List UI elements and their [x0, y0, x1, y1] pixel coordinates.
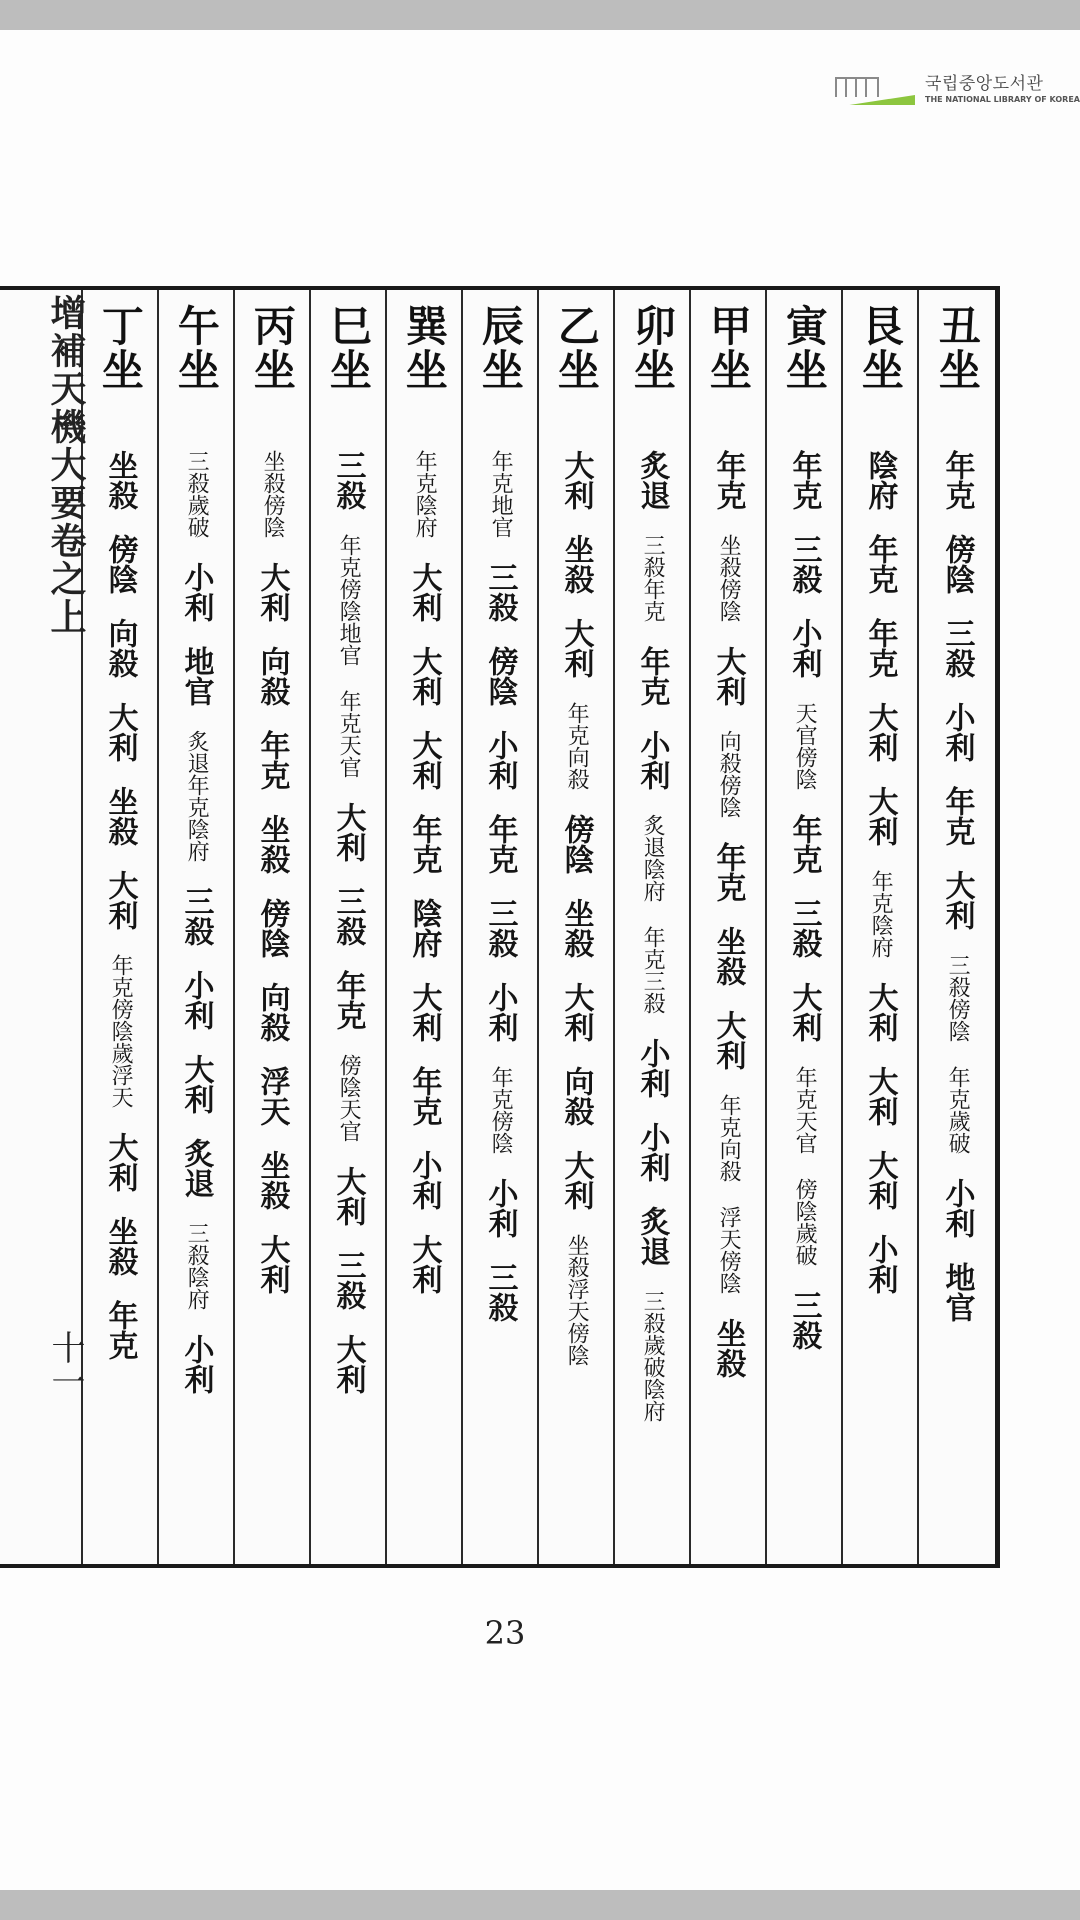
entry-text: 三殺	[330, 450, 366, 510]
entry-text: 小利	[634, 1038, 670, 1098]
entry-text: 向殺	[254, 982, 290, 1042]
entry-text: 三殺	[482, 1262, 518, 1322]
entry-text: 三殺	[330, 1250, 366, 1310]
direction-column	[387, 290, 463, 1564]
entry-text: 三殺	[786, 534, 822, 594]
entry-text: 年克傍陰地官	[336, 534, 362, 666]
entry-text: 大利	[254, 1234, 290, 1294]
column-heading: 甲坐	[703, 304, 753, 392]
entry-text: 向殺傍陰	[716, 730, 742, 818]
entry-text: 大利	[558, 1150, 594, 1210]
logo-english-text: THE NATIONAL LIBRARY OF KOREA	[924, 95, 1080, 104]
column-entries	[484, 450, 517, 1322]
direction-column	[235, 290, 311, 1564]
direction-column	[539, 290, 615, 1564]
library-emblem-icon	[833, 75, 915, 105]
entry-text: 大利	[330, 802, 366, 862]
entry-text: 坐殺	[254, 1150, 290, 1210]
column-entries	[104, 450, 137, 1360]
column-entries	[636, 450, 669, 1422]
direction-column	[767, 290, 843, 1564]
column-heading: 巳坐	[323, 304, 373, 392]
column-heading: 辰坐	[475, 304, 525, 392]
entry-text: 年克	[330, 970, 366, 1030]
entry-text: 向殺	[102, 618, 138, 678]
entry-text: 坐殺	[558, 534, 594, 594]
entry-text: 年克向殺	[564, 702, 590, 790]
scanned-page	[0, 286, 1000, 1568]
entry-text: 大利	[710, 646, 746, 706]
column-heading: 卯坐	[627, 304, 677, 392]
entry-text: 大利	[102, 1132, 138, 1192]
column-table	[14, 290, 995, 1564]
entry-text: 大利	[406, 1234, 442, 1294]
entry-text: 年克陰府	[868, 870, 894, 958]
column-entries	[941, 450, 974, 1322]
entry-text: 大利	[862, 1150, 898, 1210]
entry-text: 坐殺	[254, 814, 290, 874]
entry-text: 小利	[178, 1334, 214, 1394]
entry-text: 小利	[939, 702, 975, 762]
entry-text: 三殺	[482, 898, 518, 958]
entry-text: 坐殺	[102, 450, 138, 510]
entry-text: 大利	[102, 870, 138, 930]
entry-text: 陰府	[862, 450, 898, 510]
entry-text: 三殺歲破陰府	[640, 1290, 666, 1422]
entry-text: 大利	[786, 982, 822, 1042]
entry-text: 向殺	[254, 646, 290, 706]
entry-text: 坐殺浮天傍陰	[564, 1234, 590, 1366]
entry-text: 大利	[862, 1066, 898, 1126]
running-title: 增補天機大要卷之上	[45, 294, 87, 636]
entry-text: 小利	[939, 1178, 975, 1238]
entry-text: 傍陰	[558, 814, 594, 874]
entry-text: 大利	[330, 1166, 366, 1226]
entry-text: 三殺	[786, 1290, 822, 1350]
entry-text: 大利	[862, 786, 898, 846]
column-entries	[408, 450, 441, 1294]
viewer-top-bar	[0, 0, 1080, 30]
entry-text: 傍陰	[102, 534, 138, 594]
entry-text: 大利	[406, 646, 442, 706]
entry-text: 年克	[786, 814, 822, 874]
entry-text: 年克	[862, 534, 898, 594]
column-heading: 午坐	[171, 304, 221, 392]
viewer-bottom-bar	[0, 1890, 1080, 1920]
entry-text: 大利	[406, 562, 442, 622]
entry-text: 大利	[939, 870, 975, 930]
entry-text: 大利	[102, 702, 138, 762]
logo-korean-text: 국립중앙도서관	[924, 74, 1044, 94]
entry-text: 小利	[178, 562, 214, 622]
entry-text: 大利	[710, 1010, 746, 1070]
entry-text: 浮天	[254, 1066, 290, 1126]
entry-text: 大利	[330, 1334, 366, 1394]
entry-text: 三殺	[786, 898, 822, 958]
entry-text: 炙退陰府	[640, 814, 666, 902]
column-heading: 乙坐	[551, 304, 601, 392]
column-heading: 艮坐	[855, 304, 905, 392]
direction-column	[159, 290, 235, 1564]
entry-text: 大利	[178, 1054, 214, 1114]
entry-text: 年克向殺	[716, 1094, 742, 1182]
entry-text: 坐殺	[558, 898, 594, 958]
entry-text: 三殺年克	[640, 534, 666, 622]
entry-text: 大利	[558, 982, 594, 1042]
column-entries	[332, 450, 365, 1394]
entry-text: 大利	[254, 562, 290, 622]
entry-text: 大利	[862, 702, 898, 762]
entry-text: 地官	[939, 1262, 975, 1322]
running-title-column	[39, 290, 87, 1564]
direction-column	[83, 290, 159, 1564]
direction-column	[463, 290, 539, 1564]
entry-text: 坐殺	[102, 1216, 138, 1276]
entry-text: 天官傍陰	[792, 702, 818, 790]
entry-text: 年克	[710, 842, 746, 902]
column-heading: 丑坐	[932, 304, 982, 392]
direction-column	[919, 290, 995, 1564]
entry-text: 三殺	[330, 886, 366, 946]
column-entries	[864, 450, 897, 1294]
direction-column	[311, 290, 387, 1564]
entry-text: 傍陰歲破	[792, 1178, 818, 1266]
entry-text: 浮天傍陰	[716, 1206, 742, 1294]
column-heading: 丁坐	[95, 304, 145, 392]
entry-text: 年克歲破	[945, 1066, 971, 1154]
entry-text: 三殺	[482, 562, 518, 622]
entry-text: 小利	[482, 982, 518, 1042]
entry-text: 小利	[482, 730, 518, 790]
entry-text: 小利	[862, 1234, 898, 1294]
entry-text: 地官	[178, 646, 214, 706]
entry-text: 大利	[862, 982, 898, 1042]
entry-text: 三殺	[178, 886, 214, 946]
entry-text: 年克三殺	[640, 926, 666, 1014]
entry-text: 大利	[406, 982, 442, 1042]
direction-column	[843, 290, 919, 1564]
entry-text: 小利	[406, 1150, 442, 1210]
entry-text: 年克	[939, 450, 975, 510]
entry-text: 傍陰	[482, 646, 518, 706]
entry-text: 小利	[786, 618, 822, 678]
entry-text: 坐殺	[710, 926, 746, 986]
entry-text: 傍陰	[254, 898, 290, 958]
folio-number: 十一	[45, 1330, 85, 1398]
entry-text: 年克	[482, 814, 518, 874]
entry-text: 年克	[406, 814, 442, 874]
entry-text: 年克	[939, 786, 975, 846]
entry-text: 炙退	[634, 1206, 670, 1266]
entry-text: 年克陰府	[412, 450, 438, 538]
entry-text: 小利	[178, 970, 214, 1030]
column-entries	[180, 450, 213, 1394]
entry-text: 年克地官	[488, 450, 514, 538]
entry-text: 年克	[710, 450, 746, 510]
entry-text: 炙退年克陰府	[184, 730, 210, 862]
column-heading: 巽坐	[399, 304, 449, 392]
entry-text: 三殺	[939, 618, 975, 678]
library-logo	[833, 68, 1080, 112]
entry-text: 三殺陰府	[184, 1222, 210, 1310]
entry-text: 坐殺	[710, 1318, 746, 1378]
page-number: 23	[484, 1614, 526, 1652]
direction-column	[691, 290, 767, 1564]
column-entries	[256, 450, 289, 1294]
entry-text: 年克傍陰	[488, 1066, 514, 1154]
entry-text: 坐殺	[102, 786, 138, 846]
entry-text: 年克	[862, 618, 898, 678]
entry-text: 小利	[482, 1178, 518, 1238]
entry-text: 三殺歲破	[184, 450, 210, 538]
entry-text: 年克	[102, 1300, 138, 1360]
direction-column	[615, 290, 691, 1564]
entry-text: 大利	[558, 450, 594, 510]
entry-text: 年克天官	[792, 1066, 818, 1154]
entry-text: 陰府	[406, 898, 442, 958]
entry-text: 大利	[558, 618, 594, 678]
column-entries	[788, 450, 821, 1350]
column-heading: 寅坐	[779, 304, 829, 392]
entry-text: 年克傍陰歲浮天	[108, 954, 134, 1108]
entry-text: 年克	[786, 450, 822, 510]
entry-text: 年克天官	[336, 690, 362, 778]
entry-text: 三殺傍陰	[945, 954, 971, 1042]
entry-text: 炙退	[634, 450, 670, 510]
entry-text: 坐殺傍陰	[716, 534, 742, 622]
column-entries	[560, 450, 593, 1366]
column-heading: 丙坐	[247, 304, 297, 392]
entry-text: 大利	[406, 730, 442, 790]
entry-text: 傍陰	[939, 534, 975, 594]
entry-text: 小利	[634, 730, 670, 790]
column-entries	[712, 450, 745, 1378]
entry-text: 炙退	[178, 1138, 214, 1198]
entry-text: 年克	[406, 1066, 442, 1126]
entry-text: 向殺	[558, 1066, 594, 1126]
entry-text: 年克	[254, 730, 290, 790]
entry-text: 傍陰天官	[336, 1054, 362, 1142]
entry-text: 坐殺傍陰	[260, 450, 286, 538]
entry-text: 小利	[634, 1122, 670, 1182]
entry-text: 年克	[634, 646, 670, 706]
